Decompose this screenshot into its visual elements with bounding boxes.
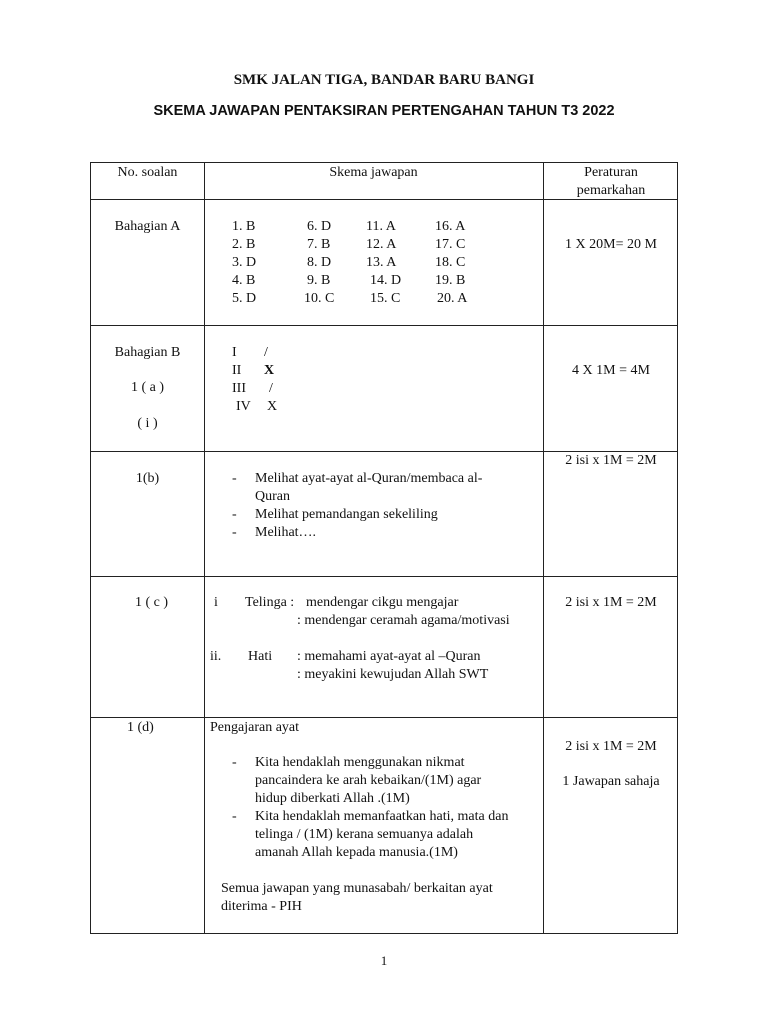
row-divider	[91, 325, 677, 326]
answer-line: Quran	[255, 489, 290, 504]
row-divider	[91, 576, 677, 577]
question-1a-label: 1 ( a )	[130, 380, 165, 395]
answer-item: 17. C	[435, 237, 466, 252]
bullet-dash: -	[232, 809, 237, 824]
bahagian-a-label: Bahagian A	[114, 219, 181, 234]
answer-item: 10. C	[304, 291, 335, 306]
question-1b-marks: 2 isi x 1M = 2M	[565, 453, 657, 468]
question-1c-marks: 2 isi x 1M = 2M	[565, 595, 657, 610]
answer-item: 11. A	[366, 219, 396, 234]
bullet-dash: -	[232, 471, 237, 486]
answer-item: 4. B	[232, 273, 256, 288]
column-divider	[204, 163, 205, 933]
column-divider	[543, 163, 544, 933]
question-1d-marks: 2 isi x 1M = 2M	[565, 739, 657, 754]
answer-line: Kita hendaklah menggunakan nikmat	[255, 755, 465, 770]
bullet-dash: -	[232, 755, 237, 770]
question-1c-label: 1 ( c )	[135, 595, 169, 610]
item-label: Hati	[248, 649, 273, 664]
answer-line: Melihat….	[255, 525, 317, 540]
bahagian-b-label: Bahagian B	[114, 345, 181, 360]
statement-mark: /	[269, 381, 273, 396]
answer-item: 16. A	[435, 219, 466, 234]
header-no-soalan: No. soalan	[117, 165, 178, 180]
item-number: i	[214, 595, 218, 610]
answer-line: amanah Allah kepada manusia.(1M)	[255, 845, 458, 860]
statement-number: I	[232, 345, 237, 360]
acceptance-note: Semua jawapan yang munasabah/ berkaitan ayat	[221, 881, 493, 896]
answer-item: 1. B	[232, 219, 256, 234]
page-number: 1	[380, 953, 388, 968]
answer-item: 12. A	[366, 237, 397, 252]
answer-line: : meyakini kewujudan Allah SWT	[297, 667, 489, 682]
answer-item: 18. C	[435, 255, 466, 270]
question-1d-marks-note: 1 Jawapan sahaja	[562, 774, 660, 789]
answer-line: Kita hendaklah memanfaatkan hati, mata dan	[255, 809, 509, 824]
answer-line: telinga / (1M) kerana semuanya adalah	[255, 827, 474, 842]
answer-item: 6. D	[307, 219, 332, 234]
question-1a-marks: 4 X 1M = 4M	[572, 363, 650, 378]
answer-line: : mendengar ceramah agama/motivasi	[297, 613, 510, 628]
statement-mark: X	[267, 399, 278, 414]
answer-line: mendengar cikgu mengajar	[306, 595, 459, 610]
statement-mark: X	[264, 363, 275, 378]
header-pemarkahan: pemarkahan	[576, 183, 646, 198]
answer-item: 20. A	[437, 291, 468, 306]
section-heading: Pengajaran ayat	[210, 720, 300, 735]
answer-item: 8. D	[307, 255, 332, 270]
document-title: SKEMA JAWAPAN PENTAKSIRAN PERTENGAHAN TAHUN T3 2022	[153, 103, 615, 119]
answer-item: 15. C	[370, 291, 401, 306]
answer-line: : memahami ayat-ayat al –Quran	[297, 649, 481, 664]
answer-item: 9. B	[307, 273, 331, 288]
statement-number: IV	[236, 399, 251, 414]
acceptance-note: diterima - PIH	[221, 899, 302, 914]
bullet-dash: -	[232, 525, 237, 540]
question-1b-label: 1(b)	[135, 471, 160, 486]
school-name: SMK JALAN TIGA, BANDAR BARU BANGI	[233, 72, 535, 88]
bahagian-a-marks: 1 X 20M= 20 M	[565, 237, 657, 252]
statement-number: II	[232, 363, 242, 378]
answer-line: Melihat ayat-ayat al-Quran/membaca al-	[255, 471, 483, 486]
answer-line: hidup diberkati Allah .(1M)	[255, 791, 410, 806]
row-divider	[91, 717, 677, 718]
answer-item: 19. B	[435, 273, 466, 288]
header-peraturan: Peraturan	[584, 165, 638, 180]
answer-item: 2. B	[232, 237, 256, 252]
answer-line: Melihat pemandangan sekeliling	[255, 507, 438, 522]
answer-item: 7. B	[307, 237, 331, 252]
answer-item: 13. A	[366, 255, 397, 270]
question-1d-label: 1 (d)	[127, 720, 154, 735]
answer-item: 14. D	[370, 273, 402, 288]
header-skema-jawapan: Skema jawapan	[329, 165, 418, 180]
item-number: ii.	[210, 649, 222, 664]
item-label: Telinga :	[245, 595, 295, 610]
bullet-dash: -	[232, 507, 237, 522]
question-1a-i-label: ( i )	[137, 416, 158, 431]
answer-item: 3. D	[232, 255, 257, 270]
statement-mark: /	[264, 345, 268, 360]
answer-line: pancaindera ke arah kebaikan/(1M) agar	[255, 773, 482, 788]
statement-number: III	[232, 381, 246, 396]
answer-item: 5. D	[232, 291, 257, 306]
answer-scheme-table	[90, 162, 678, 934]
